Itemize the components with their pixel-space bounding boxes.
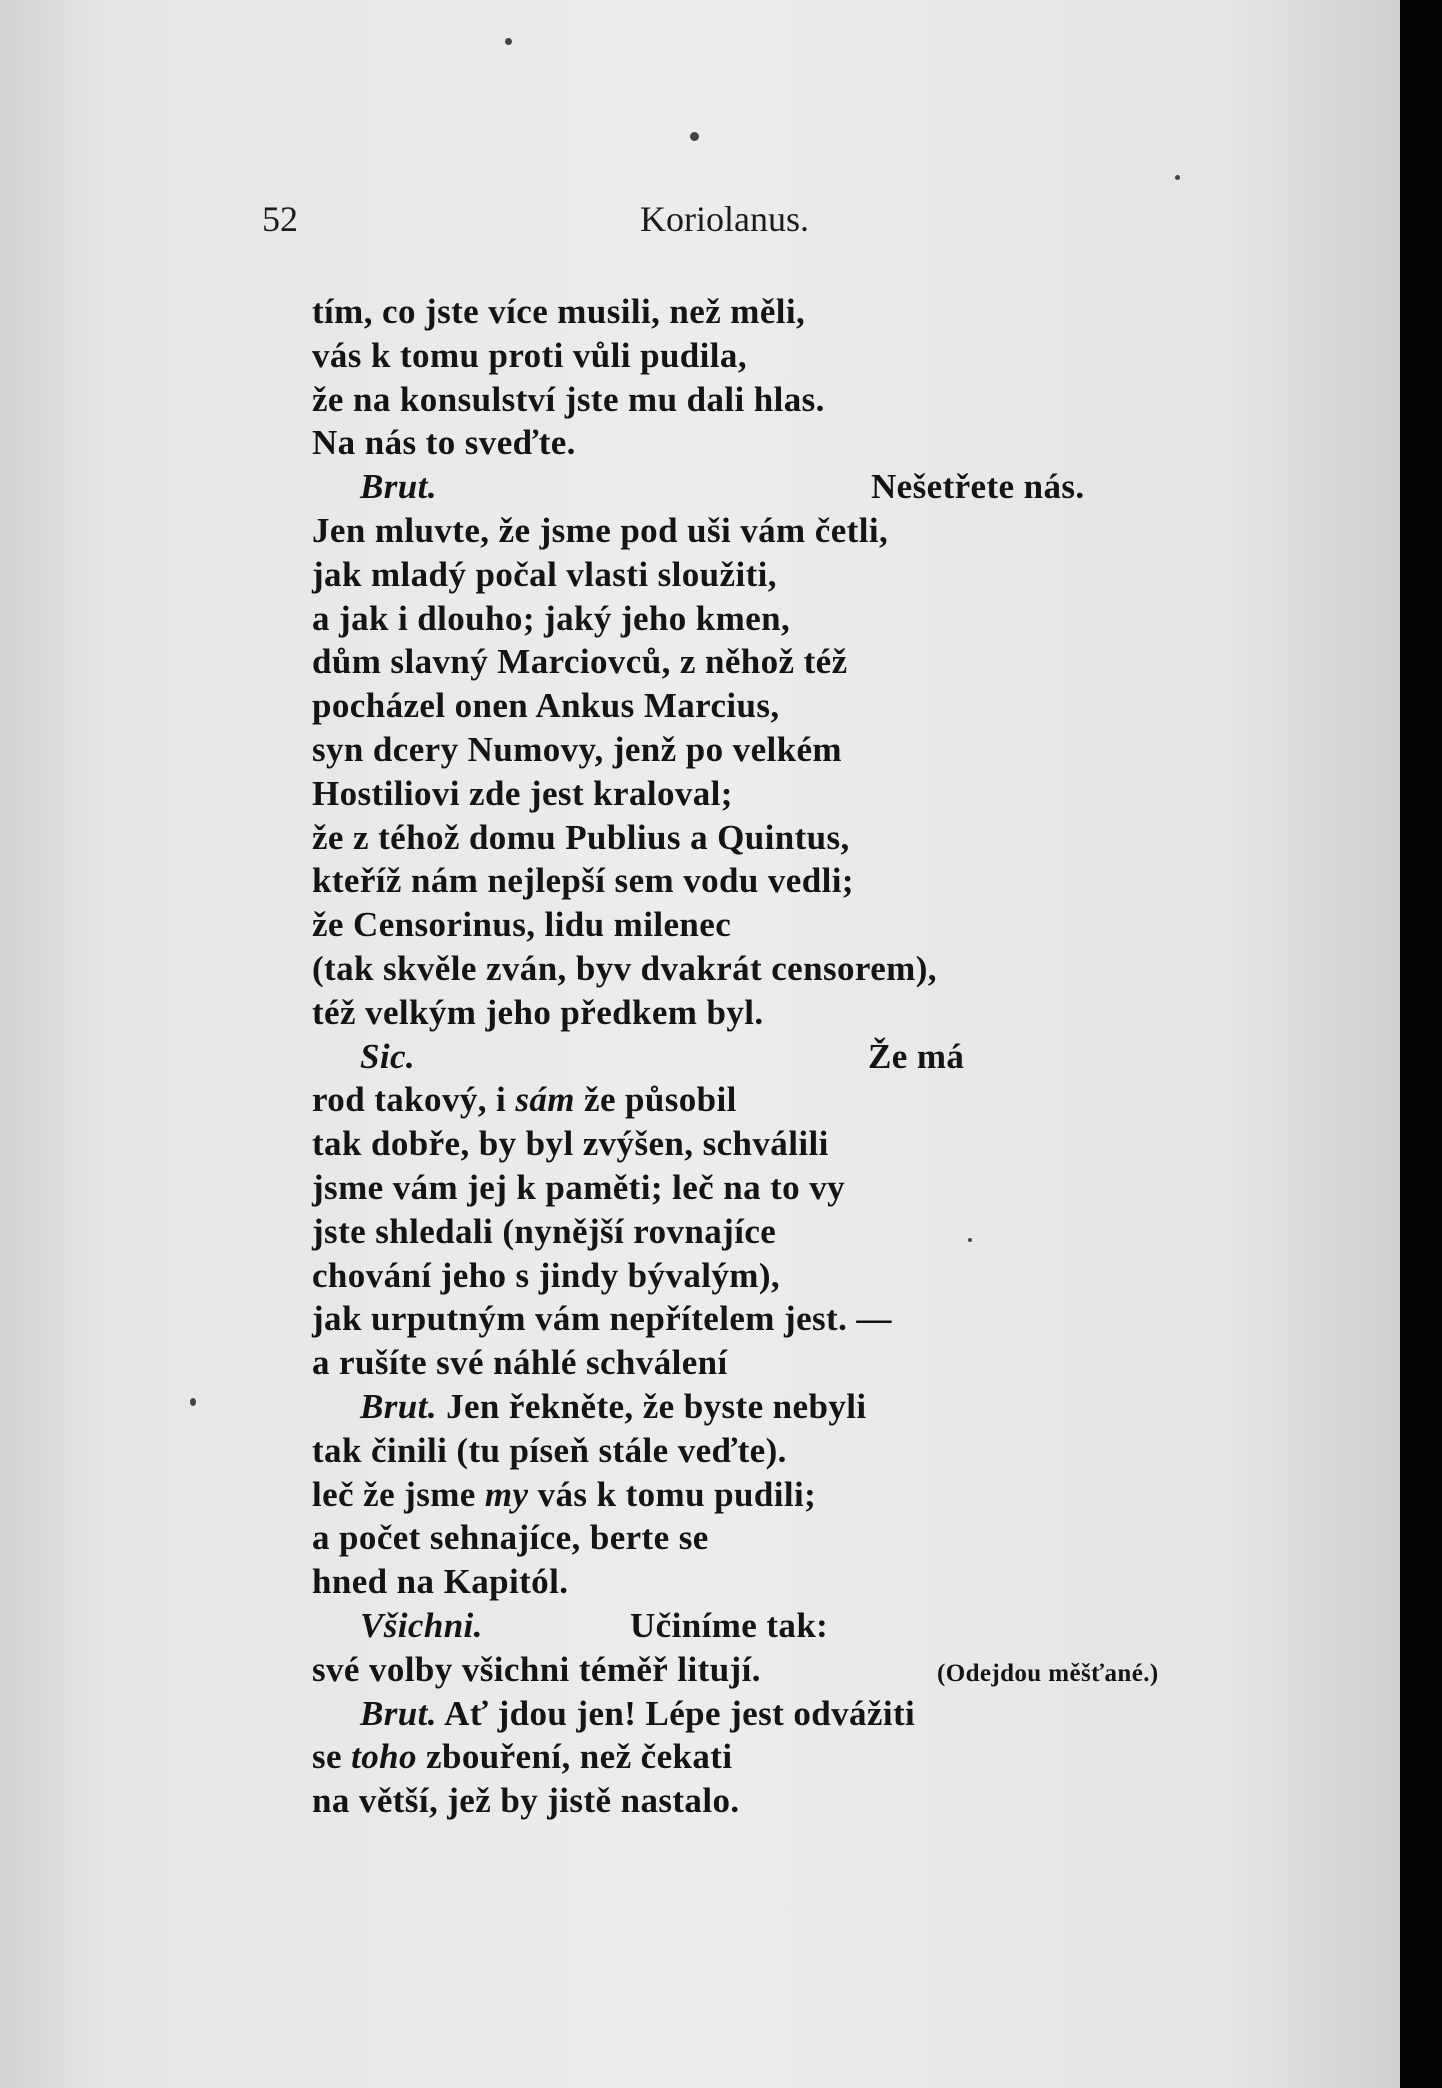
- emphasis: sám: [515, 1080, 575, 1120]
- speaker-name: Sic.: [360, 1036, 416, 1076]
- speaker-name: Brut.: [360, 1693, 437, 1733]
- speaker-line: [312, 1035, 965, 1079]
- speaker-name: Brut.: [360, 467, 437, 507]
- verse-line: též velkým jeho předkem byl.: [312, 992, 764, 1032]
- ink-speck: [690, 132, 699, 141]
- verse-line: pocházel onen Ankus Marcius,: [312, 686, 780, 726]
- speaker-line: [312, 1385, 937, 1429]
- verse-line: tím, co jste více musili, než měli,: [312, 292, 806, 331]
- verse-line: a počet sehnajíce, berte se: [312, 1518, 709, 1558]
- book-spine-shadow: [1400, 0, 1442, 2088]
- verse-line: jste shledali (nynější rovnajíce: [312, 1211, 777, 1251]
- verse-line: Na nás to sveďte.: [312, 423, 576, 463]
- stage-direction: (Odejdou měšťané.): [937, 1659, 1159, 1687]
- speech-text: své volby všichni téměř litují.: [312, 1649, 761, 1689]
- ink-speck: [190, 1398, 196, 1406]
- emphasis: toho: [351, 1737, 417, 1777]
- running-title: Koriolanus.: [640, 199, 809, 239]
- verse-line: jak urputným vám nepřítelem jest. —: [312, 1299, 892, 1339]
- speaker-line: [312, 1692, 937, 1736]
- verse-line: dům slavný Marciovců, z něhož též: [312, 642, 848, 682]
- speech-text: Ať jdou jen! Lépe jest odvážiti: [444, 1693, 916, 1733]
- verse-line: že z téhož domu Publius a Quintus,: [312, 817, 850, 857]
- verse-line: jak mladý počal vlasti sloužiti,: [312, 554, 777, 594]
- verse-line: a jak i dlouho; jaký jeho kmen,: [312, 598, 791, 638]
- verse-line: chování jeho s jindy bývalým),: [312, 1255, 781, 1295]
- verse-line: že na konsulství jste mu dali hlas.: [312, 379, 825, 419]
- speech-text: Nešetřete nás.: [871, 467, 1085, 507]
- ink-speck: [968, 1238, 972, 1242]
- verse-line: a rušíte své náhlé schválení: [312, 1343, 728, 1383]
- ink-speck: [1175, 175, 1180, 180]
- speaker-name: Brut.: [360, 1386, 437, 1426]
- verse-line: [312, 1648, 1159, 1692]
- verse-line: tak činili (tu píseň stále veďte).: [312, 1430, 787, 1470]
- speaker-line: [312, 465, 1085, 509]
- verse-line: leč že jsme my vás k tomu pudili;: [312, 1474, 817, 1514]
- verse-line: vás k tomu proti vůli pudila,: [312, 335, 747, 375]
- verse-line: tak dobře, by byl zvýšen, schválili: [312, 1124, 829, 1164]
- page-number: 52: [262, 199, 298, 239]
- verse-line: že Censorinus, lidu milenec: [312, 905, 732, 945]
- speech-text: Jen řekněte, že byste nebyli: [446, 1386, 867, 1426]
- emphasis: my: [484, 1474, 529, 1514]
- verse-line: (tak skvěle zván, byv dvakrát censorem),: [312, 948, 937, 988]
- verse-line: Jen mluvte, že jsme pod uši vám četli,: [312, 510, 889, 550]
- speaker-name: Všichni.: [360, 1605, 483, 1645]
- speech-text: Učiníme tak:: [630, 1605, 829, 1645]
- verse-line: jsme vám jej k paměti; leč na to vy: [312, 1167, 846, 1207]
- verse-line: syn dcery Numovy, jenž po velkém: [312, 729, 842, 769]
- verse-line: hned na Kapitól.: [312, 1562, 569, 1602]
- verse-line: rod takový, i sám že působil: [312, 1080, 737, 1120]
- verse-line: na větší, jež by jistě nastalo.: [312, 1781, 740, 1821]
- ink-speck: [505, 38, 512, 45]
- verse-line: Hostiliovi zde jest kraloval;: [312, 773, 733, 813]
- running-header: [0, 198, 1400, 242]
- verse-line: kteříž nám nejlepší sem vodu vedli;: [312, 861, 854, 901]
- play-text: [312, 290, 1159, 1823]
- speaker-line: [312, 1604, 937, 1648]
- speech-text: Že má: [868, 1036, 965, 1076]
- verse-line: se toho zbouření, než čekati: [312, 1737, 733, 1777]
